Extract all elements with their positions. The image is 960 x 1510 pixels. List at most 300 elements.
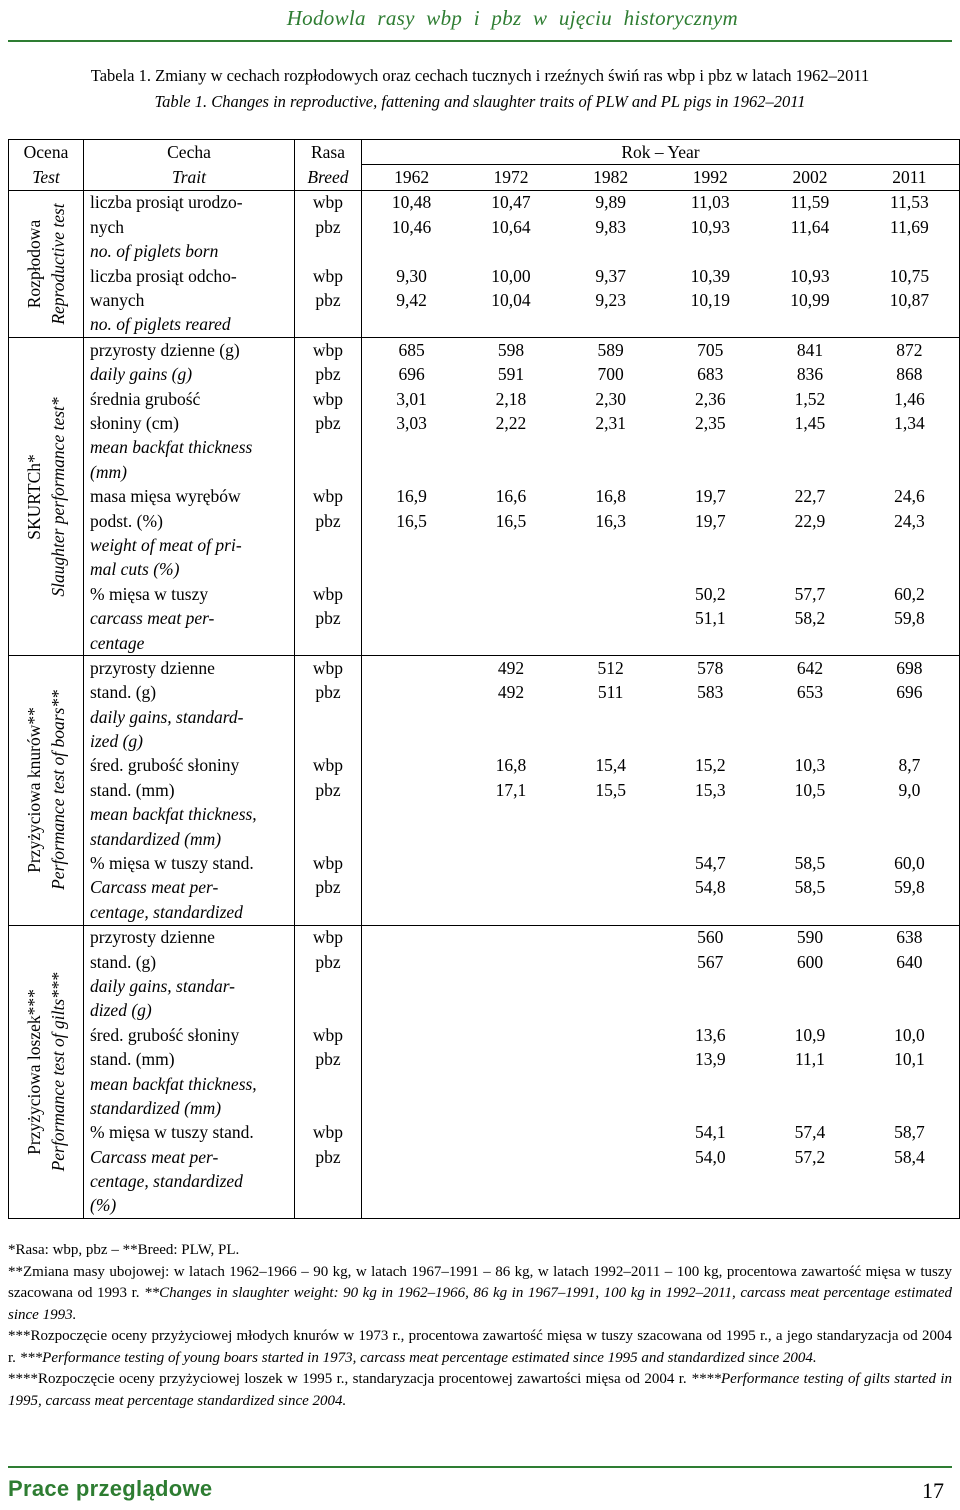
breed-cell: [295, 631, 362, 656]
value-cell-1972: [461, 1023, 561, 1047]
breed-cell: wbp: [295, 264, 362, 288]
value-cell-1962: 685: [398, 339, 425, 360]
value-cell-1972: [461, 999, 561, 1023]
table-row: [9, 999, 960, 1023]
value-cell-1992: [660, 460, 760, 484]
value-cell-2011: 11,69: [860, 215, 960, 239]
table-row: [9, 606, 960, 630]
value-cell-1962: [362, 827, 462, 851]
value-cell-1982: [561, 1023, 661, 1047]
value-cell-2002: [760, 1194, 860, 1219]
value-cell-1962: [362, 606, 462, 630]
value-cell-1982: 2,30: [595, 388, 626, 409]
value-cell-2011: 640: [860, 950, 960, 974]
header-year-1962: 1962: [362, 165, 462, 190]
trait-cell: przyrosty dzienne: [84, 925, 295, 950]
value-cell-1992: [660, 827, 760, 851]
breed-cell: wbp: [295, 484, 362, 508]
value-cell-1972: [461, 705, 561, 729]
table-row: [9, 363, 960, 387]
footnote-slaughter-en: **Changes in slaughter weight: 90 kg in 1962–1966, 86 kg in 1967–1991, 100 kg in 1992–2011, carcass meat percentage estimated since 1993.: [8, 1285, 952, 1323]
value-cell-2011: 11,53: [860, 190, 960, 215]
value-cell-1992: [660, 240, 760, 264]
value-cell-2002: 11,1: [794, 1049, 825, 1070]
table-row: [9, 460, 960, 484]
header-ocena: Ocena: [9, 140, 84, 165]
breed-cell: pbz: [295, 606, 362, 630]
value-cell-1962: [362, 925, 462, 950]
value-cell-1992: 567: [697, 951, 724, 972]
value-cell-1962: [362, 681, 462, 705]
test-group-label: [22, 972, 70, 1171]
table-row: [9, 851, 960, 875]
breed-cell: [295, 558, 362, 582]
table-row: [9, 1072, 960, 1096]
value-cell-1992: [660, 313, 760, 338]
value-cell-2011: 638: [860, 925, 960, 950]
table-row: [9, 288, 960, 312]
value-cell-1982: [561, 851, 661, 875]
value-cell-2011: 10,1: [860, 1047, 960, 1071]
value-cell-2011: [860, 558, 960, 582]
page-number: 17: [922, 1478, 944, 1503]
value-cell-1982: 16,3: [595, 510, 626, 531]
value-cell-1972: [461, 1169, 561, 1193]
value-cell-1982: [561, 876, 661, 900]
trait-cell: no. of piglets reared: [84, 313, 295, 338]
value-cell-2002: 1,52: [794, 388, 826, 409]
value-cell-1992: [660, 436, 760, 460]
test-group-label-en: Slaughter performance test*: [48, 397, 68, 597]
test-group-label-pl: Rozpłodowa: [24, 219, 44, 309]
value-cell-2002: [760, 974, 860, 998]
trait-cell: (%): [84, 1194, 295, 1219]
value-cell-1962: [362, 558, 462, 582]
breed-cell: [295, 460, 362, 484]
table-row: [9, 1096, 960, 1120]
value-cell-1982: [561, 533, 661, 557]
value-cell-1982: [561, 974, 661, 998]
value-cell-1982: 16,8: [595, 486, 626, 507]
trait-cell: mean backfat thickness: [84, 436, 295, 460]
footnote-gilts-en: ****Performance testing of gilts started in 1995, carcass meat percentage standardized since 2004.: [8, 1371, 952, 1409]
value-cell-1972: 16,6: [495, 486, 527, 507]
value-cell-1982: [561, 705, 661, 729]
table-row: [9, 509, 960, 533]
value-cell-2002: [760, 558, 860, 582]
value-cell-1972: [461, 950, 561, 974]
value-cell-1962: [362, 1121, 462, 1145]
value-cell-1962: 16,5: [396, 510, 427, 531]
value-cell-1962: 9,30: [396, 265, 427, 286]
value-cell-1962: [362, 999, 462, 1023]
value-cell-2002: 22,9: [794, 510, 826, 531]
header-year-1992: 1992: [660, 165, 760, 190]
trait-cell: stand. (g): [84, 950, 295, 974]
value-cell-2011: 60,0: [860, 851, 960, 875]
value-cell-1972: [461, 876, 561, 900]
test-group-cell: [9, 656, 84, 925]
value-cell-2011: [860, 313, 960, 338]
value-cell-1982: [561, 900, 661, 925]
table-row: [9, 876, 960, 900]
breed-cell: wbp: [295, 656, 362, 681]
table-row: [9, 1145, 960, 1169]
value-cell-1992: 15,3: [694, 779, 726, 800]
breed-cell: pbz: [295, 215, 362, 239]
value-cell-1982: [561, 729, 661, 753]
value-cell-1962: [362, 1047, 462, 1071]
footnote-boars: [8, 1326, 952, 1369]
table-row: [9, 925, 960, 950]
value-cell-2011: [860, 1169, 960, 1193]
value-cell-1982: [561, 558, 661, 582]
value-cell-2011: 10,87: [860, 288, 960, 312]
table-row: [9, 558, 960, 582]
value-cell-2011: [860, 803, 960, 827]
value-cell-1972: 591: [497, 364, 525, 385]
footnote-slaughter: [8, 1262, 952, 1327]
trait-cell: słoniny (cm): [84, 411, 295, 435]
breed-cell: [295, 974, 362, 998]
value-cell-2002: [760, 900, 860, 925]
trait-cell: przyrosty dzienne (g): [84, 338, 295, 363]
value-cell-1962: [362, 1145, 462, 1169]
trait-cell: podst. (%): [84, 509, 295, 533]
trait-cell: dized (g): [84, 999, 295, 1023]
value-cell-1982: [561, 999, 661, 1023]
value-cell-1972: [461, 631, 561, 656]
header-rok-year: Rok – Year: [362, 140, 960, 165]
table-row: [9, 974, 960, 998]
trait-cell: Carcass meat per-: [84, 1145, 295, 1169]
value-cell-1982: [561, 1047, 661, 1071]
value-cell-1992: [660, 1072, 760, 1096]
header-cecha: Cecha: [84, 140, 295, 165]
value-cell-1992: 683: [697, 364, 724, 385]
value-cell-1972: 10,00: [491, 265, 531, 286]
trait-cell: centage: [84, 631, 295, 656]
breed-cell: pbz: [295, 509, 362, 533]
value-cell-1992: 13,9: [694, 1049, 726, 1070]
value-cell-2002: 10,9: [794, 1024, 826, 1045]
value-cell-2002: 10,3: [794, 755, 826, 776]
trait-cell: liczba prosiąt odcho-: [84, 264, 295, 288]
value-cell-2011: 868: [860, 363, 960, 387]
value-cell-1982: [561, 1169, 661, 1193]
table-row: [9, 900, 960, 925]
table-row: [9, 240, 960, 264]
value-cell-1992: 54,0: [694, 1146, 726, 1167]
trait-cell: daily gains, standard-: [84, 705, 295, 729]
value-cell-1972: [461, 436, 561, 460]
value-cell-1972: [461, 240, 561, 264]
value-cell-2002: 10,5: [794, 779, 826, 800]
value-cell-2002: [760, 436, 860, 460]
value-cell-2002: 590: [796, 927, 824, 948]
breed-cell: wbp: [295, 582, 362, 606]
footnote-boars-en: ***Performance testing of young boars started in 1973, carcass meat percentage estimated since 1995 and standardized since 2004.: [19, 1349, 817, 1366]
value-cell-1962: [362, 1096, 462, 1120]
value-cell-1982: [561, 1096, 661, 1120]
table-row: [9, 705, 960, 729]
value-cell-2002: 57,4: [794, 1122, 826, 1143]
value-cell-1962: [362, 950, 462, 974]
trait-cell: śred. grubość słoniny: [84, 1023, 295, 1047]
value-cell-2002: [760, 1096, 860, 1120]
value-cell-1982: [561, 582, 661, 606]
breed-cell: wbp: [295, 190, 362, 215]
breed-cell: [295, 900, 362, 925]
value-cell-2011: [860, 1072, 960, 1096]
value-cell-2002: [760, 533, 860, 557]
header-year-2002: 2002: [760, 165, 860, 190]
section-label: Prace przeglądowe: [8, 1476, 213, 1501]
value-cell-2002: [760, 631, 860, 656]
value-cell-2002: 836: [796, 364, 824, 385]
value-cell-2011: 8,7: [860, 754, 960, 778]
footnote-breed: *Rasa: wbp, pbz – **Breed: PLW, PL.: [8, 1242, 240, 1258]
value-cell-1982: [561, 1194, 661, 1219]
value-cell-1962: [362, 460, 462, 484]
trait-cell: średnia grubość: [84, 387, 295, 411]
value-cell-1972: [461, 558, 561, 582]
header-year-1982: 1982: [561, 165, 661, 190]
test-group-label-en: Reproductive test: [48, 203, 68, 325]
value-cell-1962: [362, 1023, 462, 1047]
value-cell-1982: [561, 803, 661, 827]
value-cell-2011: 10,0: [860, 1023, 960, 1047]
value-cell-1992: [660, 705, 760, 729]
breed-cell: wbp: [295, 754, 362, 778]
value-cell-1992: [660, 729, 760, 753]
test-group-cell: [9, 925, 84, 1219]
trait-cell: stand. (mm): [84, 1047, 295, 1071]
value-cell-1982: 15,4: [595, 755, 626, 776]
breed-cell: pbz: [295, 411, 362, 435]
value-cell-1962: [362, 729, 462, 753]
value-cell-1992: [660, 631, 760, 656]
breed-cell: [295, 705, 362, 729]
trait-cell: centage, standardized: [84, 900, 295, 925]
table-row: [9, 338, 960, 363]
value-cell-1992: 10,39: [690, 265, 730, 286]
value-cell-2011: [860, 436, 960, 460]
value-cell-2011: 698: [860, 656, 960, 681]
value-cell-2002: 58,5: [794, 877, 826, 898]
breed-cell: pbz: [295, 876, 362, 900]
value-cell-1992: [660, 558, 760, 582]
value-cell-1962: [362, 240, 462, 264]
value-cell-2011: [860, 460, 960, 484]
value-cell-2002: [760, 1072, 860, 1096]
table-row: [9, 656, 960, 681]
value-cell-2011: [860, 1194, 960, 1219]
trait-cell: daily gains, standar-: [84, 974, 295, 998]
trait-cell: stand. (g): [84, 681, 295, 705]
value-cell-1982: 9,23: [595, 290, 626, 311]
value-cell-2002: [760, 460, 860, 484]
trait-cell: % mięsa w tuszy stand.: [84, 851, 295, 875]
table-row: [9, 582, 960, 606]
value-cell-1982: 2,31: [595, 412, 626, 433]
value-cell-1992: 578: [697, 657, 724, 678]
running-header-title: Hodowla rasy wbp i pbz w ujęciu historycznym: [286, 6, 738, 30]
value-cell-1962: 16,9: [396, 486, 427, 507]
value-cell-1972: [461, 974, 561, 998]
breed-cell: pbz: [295, 950, 362, 974]
value-cell-2002: [760, 313, 860, 338]
value-cell-2011: [860, 729, 960, 753]
value-cell-2002: [760, 1169, 860, 1193]
value-cell-2011: 60,2: [860, 582, 960, 606]
value-cell-1972: 16,5: [495, 510, 527, 531]
value-cell-2011: [860, 827, 960, 851]
trait-cell: ized (g): [84, 729, 295, 753]
value-cell-1962: [362, 656, 462, 681]
value-cell-1992: 2,36: [694, 388, 726, 409]
value-cell-1982: [561, 240, 661, 264]
test-group-label-pl: Przyżyciowa loszek***: [24, 988, 44, 1155]
breed-cell: wbp: [295, 338, 362, 363]
value-cell-1962: 3,03: [396, 412, 427, 433]
value-cell-1962: [362, 533, 462, 557]
value-cell-1962: [362, 582, 462, 606]
table-row: [9, 950, 960, 974]
table-row: [9, 1194, 960, 1219]
trait-cell: Carcass meat per-: [84, 876, 295, 900]
value-cell-2011: 58,4: [860, 1145, 960, 1169]
value-cell-1992: [660, 533, 760, 557]
trait-cell: % mięsa w tuszy stand.: [84, 1121, 295, 1145]
value-cell-1972: 492: [497, 682, 525, 703]
value-cell-1962: 3,01: [396, 388, 427, 409]
table-body: [9, 190, 960, 1218]
traits-table: [8, 139, 960, 1219]
page-footer: [8, 1466, 952, 1510]
value-cell-1982: 512: [597, 657, 624, 678]
value-cell-1982: [561, 631, 661, 656]
value-cell-1982: [561, 313, 661, 338]
value-cell-2011: 24,6: [860, 484, 960, 508]
breed-cell: [295, 313, 362, 338]
value-cell-1982: [561, 1121, 661, 1145]
value-cell-1992: 560: [697, 927, 724, 948]
value-cell-1992: 10,93: [690, 216, 730, 237]
value-cell-1982: 511: [597, 682, 624, 703]
value-cell-1982: 15,5: [595, 779, 626, 800]
value-cell-1962: [362, 631, 462, 656]
value-cell-2002: 642: [796, 657, 824, 678]
value-cell-1982: [561, 950, 661, 974]
value-cell-2002: 58,2: [794, 608, 826, 629]
table-row: [9, 729, 960, 753]
value-cell-2011: 59,8: [860, 876, 960, 900]
value-cell-2011: 1,46: [860, 387, 960, 411]
value-cell-1982: 9,37: [595, 265, 626, 286]
table-row: [9, 387, 960, 411]
value-cell-2002: [760, 705, 860, 729]
value-cell-1992: 19,7: [694, 510, 726, 531]
value-cell-1972: [461, 1121, 561, 1145]
value-cell-1992: [660, 974, 760, 998]
test-group-label: [22, 203, 70, 324]
value-cell-1992: 15,2: [694, 755, 726, 776]
value-cell-1982: 700: [597, 364, 624, 385]
trait-cell: centage, standardized: [84, 1169, 295, 1193]
value-cell-1982: [561, 460, 661, 484]
breed-cell: pbz: [295, 1047, 362, 1071]
value-cell-2011: 872: [860, 338, 960, 363]
value-cell-1972: [461, 729, 561, 753]
trait-cell: carcass meat per-: [84, 606, 295, 630]
table-row: [9, 631, 960, 656]
value-cell-1992: [660, 1194, 760, 1219]
value-cell-2011: [860, 240, 960, 264]
breed-cell: [295, 240, 362, 264]
trait-cell: no. of piglets born: [84, 240, 295, 264]
value-cell-2002: 841: [796, 339, 824, 360]
value-cell-1962: [362, 1194, 462, 1219]
header-year-2011: 2011: [860, 165, 960, 190]
value-cell-2011: [860, 533, 960, 557]
value-cell-2011: 24,3: [860, 509, 960, 533]
value-cell-1962: [362, 1072, 462, 1096]
value-cell-1992: 51,1: [694, 608, 726, 629]
value-cell-1962: [362, 778, 462, 802]
breed-cell: wbp: [295, 925, 362, 950]
value-cell-1992: 19,7: [694, 486, 726, 507]
value-cell-1962: [362, 974, 462, 998]
test-group-label: [22, 397, 70, 596]
table-row: [9, 827, 960, 851]
breed-cell: [295, 1072, 362, 1096]
footnote-gilts-pl: ****Rozpoczęcie oceny przyżyciowej loszek w 1995 r., standaryzacja procentowej zawartości mięsa od 2004 r.: [8, 1371, 687, 1387]
breed-cell: [295, 999, 362, 1023]
test-group-cell: [9, 190, 84, 337]
table-row: [9, 754, 960, 778]
trait-cell: % mięsa w tuszy: [84, 582, 295, 606]
value-cell-1982: [561, 436, 661, 460]
value-cell-1972: [461, 313, 561, 338]
breed-cell: [295, 436, 362, 460]
footnote-gilts: [8, 1369, 952, 1412]
table-caption-polish: Tabela 1. Zmiany w cechach rozpłodowych oraz cechach tucznych i rzeźnych świń ras wbp i pbz w latach 1962–2011: [90, 66, 870, 85]
header-year-1972: 1972: [461, 165, 561, 190]
table-row: [9, 484, 960, 508]
trait-cell: stand. (mm): [84, 778, 295, 802]
trait-cell: liczba prosiąt urodzo-: [84, 190, 295, 215]
value-cell-1972: 598: [497, 339, 525, 360]
value-cell-1992: 10,19: [690, 290, 730, 311]
breed-cell: pbz: [295, 1145, 362, 1169]
value-cell-2011: [860, 1096, 960, 1120]
value-cell-1972: 2,18: [495, 388, 527, 409]
value-cell-1962: 10,46: [391, 216, 432, 237]
value-cell-2011: 1,34: [860, 411, 960, 435]
value-cell-1972: 16,8: [495, 755, 527, 776]
trait-cell: weight of meat of pri-: [84, 533, 295, 557]
table-row: [9, 1169, 960, 1193]
breed-cell: [295, 803, 362, 827]
trait-cell: (mm): [84, 460, 295, 484]
value-cell-1962: [362, 876, 462, 900]
value-cell-1962: 696: [398, 364, 425, 385]
breed-cell: pbz: [295, 288, 362, 312]
value-cell-1972: [461, 533, 561, 557]
value-cell-2002: 11,64: [790, 216, 830, 237]
value-cell-1962: [362, 1169, 462, 1193]
